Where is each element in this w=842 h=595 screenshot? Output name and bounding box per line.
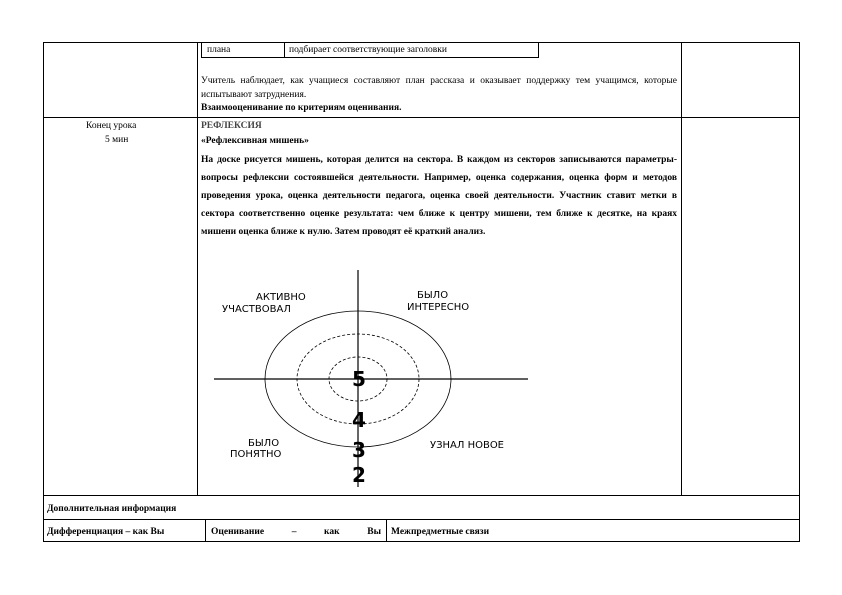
differentiation-header: Дифференциация – как Вы — [47, 527, 165, 537]
score-3: 3 — [352, 438, 366, 462]
reflection-heading: РЕФЛЕКСИЯ — [201, 121, 262, 131]
duration-label: 5 мин — [105, 135, 129, 145]
score-5: 5 — [352, 367, 366, 391]
label-interesting-line1: БЫЛО — [417, 290, 449, 301]
col-divider-1 — [197, 42, 198, 495]
table-top-border — [43, 42, 800, 43]
additional-info-label: Дополнительная информация — [47, 504, 177, 514]
label-learned-new: УЗНАЛ НОВОЕ — [430, 440, 505, 451]
reflection-paragraph: На доске рисуется мишень, которая делится на сектора. В каждом из секторов записываются параметры- вопросы рефлексии состоявшейся деятельности. Например, оценка содержания, оценка форм и методов проведения урока, оценка деятельности педагога, оценка своей деятельности. Участник ставит метки в сектора соответственно оценке результата: чем ближе к центру мишени, тем ближе к десятке, на краях мишени оценка ближе к нулю. Затем проводят её краткий анализ. — [201, 155, 677, 237]
plan-cell: плана — [207, 45, 231, 55]
inner-table-bottom — [201, 57, 539, 58]
label-active-line2: УЧАСТВОВАЛ — [222, 304, 291, 315]
inner-table-left — [201, 42, 202, 58]
interdisciplinary-header: Межпредметные связи — [391, 527, 490, 537]
score-2: 2 — [352, 463, 366, 487]
reflection-target-diagram — [200, 262, 540, 490]
table-bottom-border — [43, 541, 800, 542]
row-divider-1 — [43, 117, 800, 118]
col-divider-2 — [681, 42, 682, 495]
footer-col-divider-1 — [205, 519, 206, 542]
label-interesting-line2: ИНТЕРЕСНО — [407, 302, 470, 313]
inner-table-mid — [284, 42, 285, 58]
assessment-header: Оценивание – как Вы — [211, 527, 381, 537]
inner-table-right — [538, 42, 539, 58]
label-understood-line2: ПОНЯТНО — [230, 449, 282, 460]
teacher-observation-text: Учитель наблюдает, как учащиеся составляют план рассказа и оказывает поддержку тем учащимся, которые испытывают затруднения. — [201, 76, 677, 100]
row-divider-2 — [43, 495, 800, 496]
footer-col-divider-2 — [386, 519, 387, 542]
label-understood-line1: БЫЛО — [248, 438, 280, 449]
stage-label: Конец урока — [86, 121, 137, 131]
score-4: 4 — [352, 408, 366, 432]
row-divider-3 — [43, 519, 800, 520]
plan-description: подбирает соответствующие заголовки — [289, 45, 447, 55]
reflection-subheading: «Рефлексивная мишень» — [201, 136, 309, 146]
label-active-line1: АКТИВНО — [256, 292, 306, 303]
assessment-text: Взаимооценивание по критериям оценивания. — [201, 103, 402, 113]
